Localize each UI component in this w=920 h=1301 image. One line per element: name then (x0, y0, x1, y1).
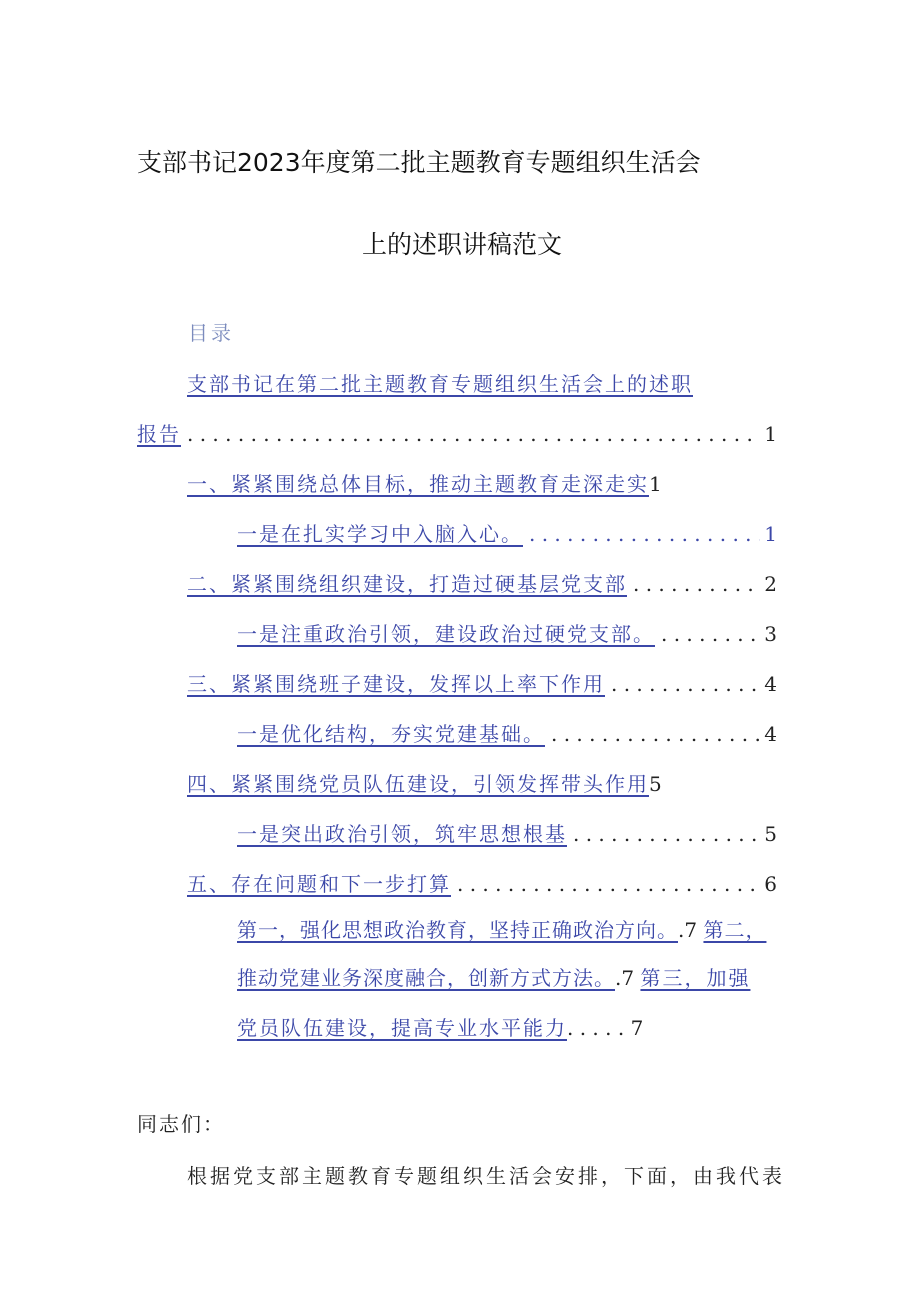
toc-entry-text[interactable]: 二、紧紧围绕组织建设，打造过硬基层党支部 (187, 572, 627, 596)
toc-entry-text[interactable]: 第一，强化思想政治教育，坚持正确政治方向。 (237, 918, 678, 942)
toc-entry-3[interactable] (187, 568, 777, 597)
toc-page-number: 2 (764, 572, 777, 596)
toc-entry-text[interactable]: 四、紧紧围绕党员队伍建设，引领发挥带头作用 (187, 772, 649, 796)
toc-entry-text[interactable]: 第二， (703, 918, 767, 942)
toc-entry-text[interactable]: 推动党建业务深度融合，创新方式方法。 (237, 966, 615, 990)
toc-entry-text[interactable]: 第三，加强 (640, 966, 751, 990)
toc-leader (551, 722, 760, 746)
toc-entry-8[interactable] (237, 818, 777, 847)
toc-leader (187, 422, 760, 446)
toc-report-title-line1[interactable]: 支部书记在第二批主题教育专题组织生活会上的述职 (187, 372, 693, 396)
toc-page-number: .7 (615, 966, 635, 990)
toc-wrapped-line-3 (237, 1012, 643, 1041)
toc-entry-text[interactable]: 党员队伍建设，提高专业水平能力 (237, 1016, 567, 1040)
toc-heading: 目录 (188, 321, 234, 345)
body-paragraph: 根据党支部主题教育专题组织生活会安排，下面，由我代表 (187, 1164, 785, 1188)
toc-page-number: 1 (764, 422, 777, 446)
toc-entry-5[interactable] (187, 668, 777, 697)
toc-entry-4[interactable] (237, 618, 777, 647)
toc-leader (611, 672, 760, 696)
toc-leader (633, 572, 760, 596)
toc-wrapped-line-1 (237, 914, 766, 943)
toc-page-number: 1 (764, 522, 777, 546)
toc-entry-9[interactable] (187, 868, 777, 897)
document-title-line1: 支部书记2023年度第二批主题教育专题组织生活会 (137, 148, 701, 177)
toc-page-number: 3 (764, 622, 777, 646)
toc-entry-text[interactable]: 一是突出政治引领，筑牢思想根基 (237, 822, 567, 846)
toc-entry-2[interactable] (237, 518, 777, 547)
toc-entry-report[interactable] (137, 418, 777, 447)
toc-entry-text[interactable]: 一是在扎实学习中入脑入心。 (237, 522, 523, 546)
toc-page-number: 1 (649, 472, 662, 496)
toc-entry-text[interactable]: 一是优化结构，夯实党建基础。 (237, 722, 545, 746)
toc-page-number: 5 (649, 772, 662, 796)
toc-entry-text[interactable]: 三、紧紧围绕班子建设，发挥以上率下作用 (187, 672, 605, 696)
salutation: 同志们： (137, 1112, 225, 1136)
toc-entry-1[interactable] (187, 468, 662, 497)
toc-entry-text[interactable]: 一、紧紧围绕总体目标，推动主题教育走深走实 (187, 472, 649, 496)
toc-report-title-line2[interactable]: 报告 (137, 422, 181, 446)
toc-leader (457, 872, 760, 896)
toc-page-number: 5 (764, 822, 777, 846)
toc-entry-text[interactable]: 一是注重政治引领，建设政治过硬党支部。 (237, 622, 655, 646)
toc-entry-text[interactable]: 五、存在问题和下一步打算 (187, 872, 451, 896)
toc-wrapped-line-2 (237, 962, 750, 991)
toc-page-number: . . . . . 7 (567, 1016, 644, 1040)
toc-page-number: 6 (764, 872, 777, 896)
toc-entry-6[interactable] (237, 718, 777, 747)
toc-leader (661, 622, 760, 646)
toc-entry-7[interactable] (187, 768, 662, 797)
toc-leader (573, 822, 760, 846)
toc-page-number: .7 (678, 918, 698, 942)
document-title-line2: 上的述职讲稿范文 (362, 230, 563, 259)
toc-leader (529, 522, 760, 546)
toc-page-number: 4 (764, 672, 777, 696)
toc-page-number: 4 (764, 722, 777, 746)
